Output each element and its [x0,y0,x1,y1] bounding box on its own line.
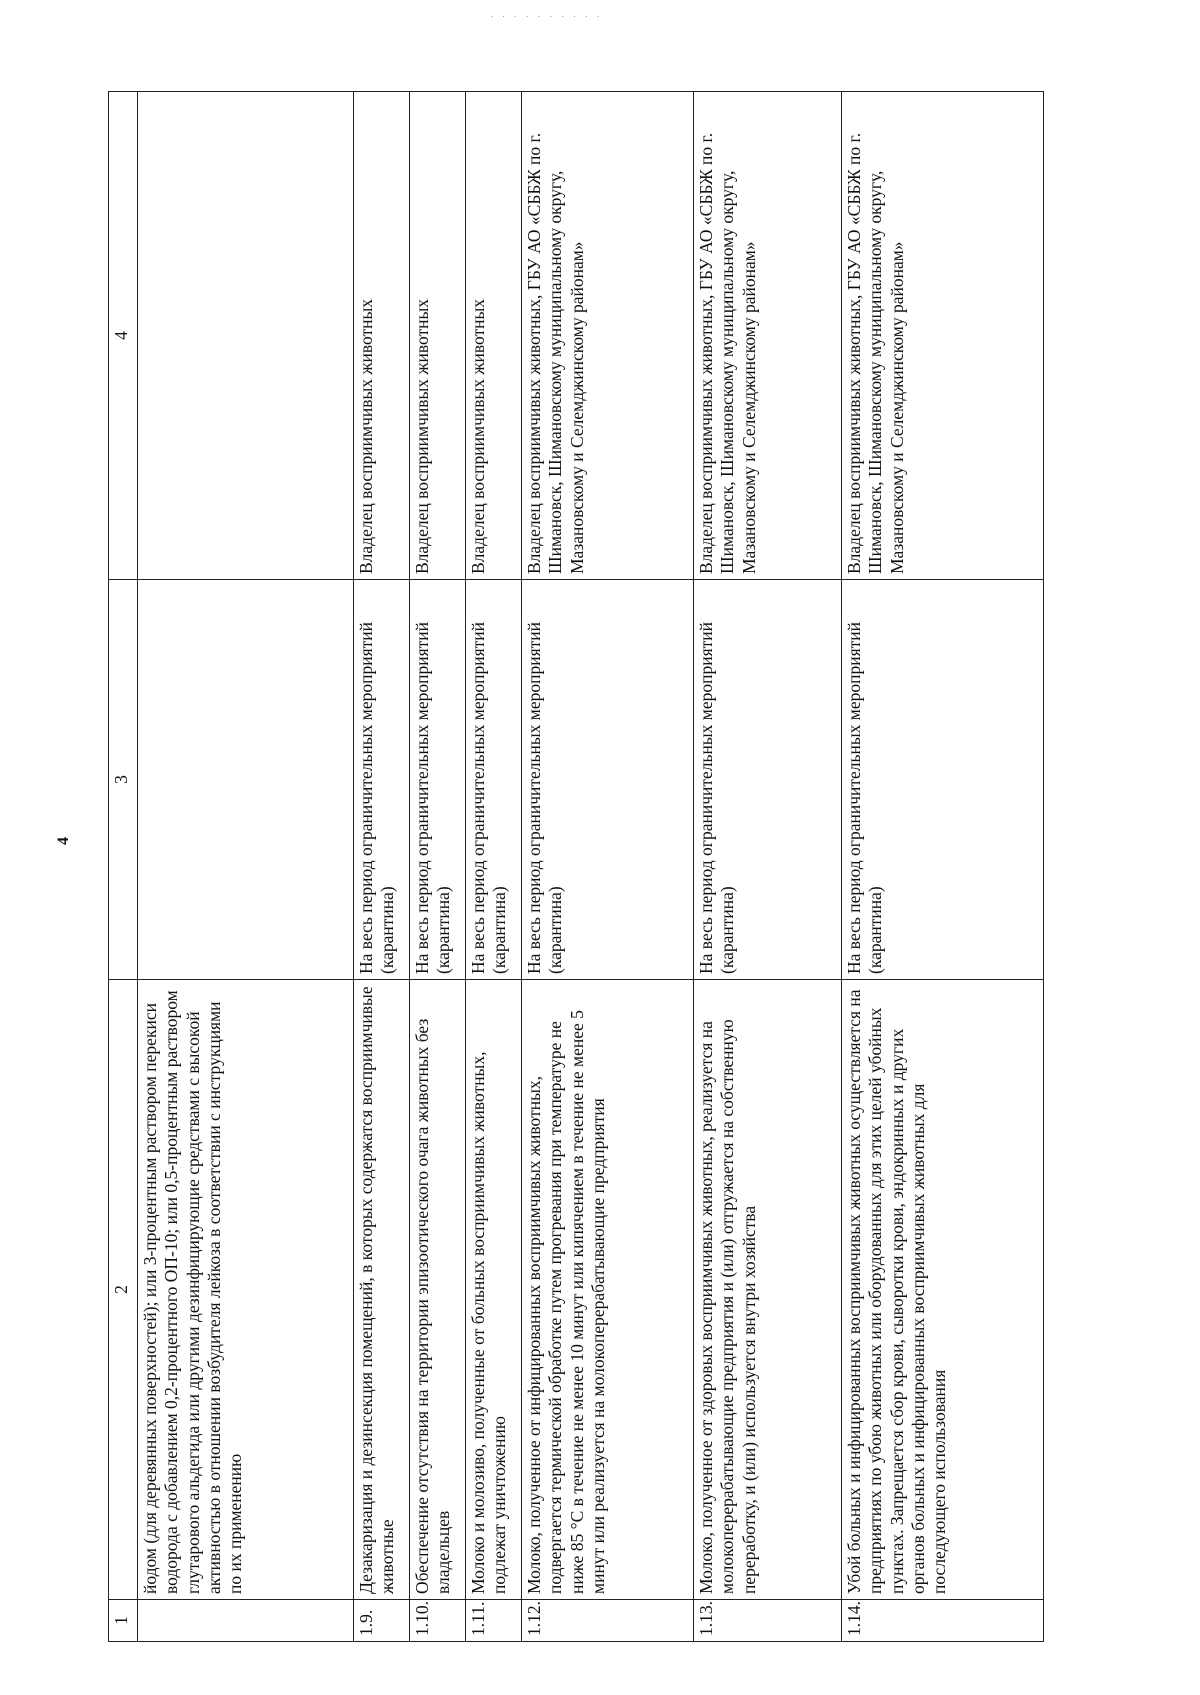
table-row [694,92,842,1642]
period-text: На весь период ограничительных мероприятий (карантина) [522,580,694,980]
row-number: 1.11. [466,1600,522,1642]
measures-table [108,91,1044,1642]
measure-text: Обеспечение отсутствия на территории эпизоотического очага животных без владельцев [410,980,466,1600]
measure-text: Молоко и молозиво, полученные от больных восприимчивых животных, подлежат уничтожению [466,980,522,1600]
period-text [138,580,354,980]
period-text: На весь период ограничительных мероприятий (карантина) [354,580,410,980]
period-text: На весь период ограничительных мероприятий (карантина) [842,580,1044,980]
table-row [354,92,410,1642]
header-col-2: 2 [109,980,138,1600]
row-number: 1.13. [694,1600,842,1642]
measure-text: Молоко, полученное от инфицированных восприимчивых животных, подвергается термической обработке путем прогревания при температуре не ниже 85 °С в течение не менее 10 минут или кипячением в течение не менее 5 минут или реализуется на молокоперерабатывающие предприятия [522,980,694,1600]
responsible-text: Владелец восприимчивых животных [410,92,466,580]
responsible-text: Владелец восприимчивых животных, ГБУ АО «СББЖ по г. Шимановск, Шимановскому муниципальному округу, Мазановскому и Селемджинскому районам» [842,92,1044,580]
row-number: 1.12. [522,1600,694,1642]
row-number [138,1600,354,1642]
measure-text: йодом (для деревянных поверхностей); или 3-процентным раствором перекиси водорода с добавлением 0,2-процентного ОП-10; или 0,5-процентным раствором глутарового альдегида или другими дезинфицирующие средствами с высокой активностью в отношении возбудителя лейкоза в соответствии с инструкциями по их применению [138,980,354,1600]
measure-text: Молоко, полученное от здоровых восприимчивых животных, реализуется на молокоперерабатывающие предприятия и (или) отгружается на собственную переработку, и (или) используется внутри хозяйства [694,980,842,1600]
table-row [522,92,694,1642]
responsible-text: Владелец восприимчивых животных [466,92,522,580]
table-row [138,92,354,1642]
responsible-text: Владелец восприимчивых животных, ГБУ АО «СББЖ по г. Шимановск, Шимановскому муниципальному округу, Мазановскому и Селемджинскому районам» [522,92,694,580]
responsible-text: Владелец восприимчивых животных, ГБУ АО «СББЖ по г. Шимановск, Шимановскому муниципальному округу, Мазановскому и Селемджинскому районам» [694,92,842,580]
rotated-table-container [108,92,1048,1642]
period-text: На весь период ограничительных мероприятий (карантина) [694,580,842,980]
table-row [842,92,1044,1642]
table-header-row [109,92,138,1642]
row-number: 1.14. [842,1600,1044,1642]
period-text: На весь период ограничительных мероприятий (карантина) [410,580,466,980]
row-number: 1.9. [354,1600,410,1642]
row-number: 1.10. [410,1600,466,1642]
measure-text: Убой больных и инфицированных восприимчивых животных осуществляется на предприятиях по убою животных или оборудованных для этих целей убойных пунктах. Запрещается сбор крови, сыворотки крови, эндокринных и других органов больных и инфицированных восприимчивых животных для последующего использования [842,980,1044,1600]
page-number: 4 [55,837,72,845]
table-row [410,92,466,1642]
header-col-4: 4 [109,92,138,580]
scan-artifact: · · · · · · · · · · [490,12,603,23]
period-text: На весь период ограничительных мероприятий (карантина) [466,580,522,980]
table-row [466,92,522,1642]
measure-text: Дезакаризация и дезинсекция помещений, в которых содержатся восприимчивые животные [354,980,410,1600]
header-col-1: 1 [109,1600,138,1642]
responsible-text: Владелец восприимчивых животных [354,92,410,580]
responsible-text [138,92,354,580]
header-col-3: 3 [109,580,138,980]
